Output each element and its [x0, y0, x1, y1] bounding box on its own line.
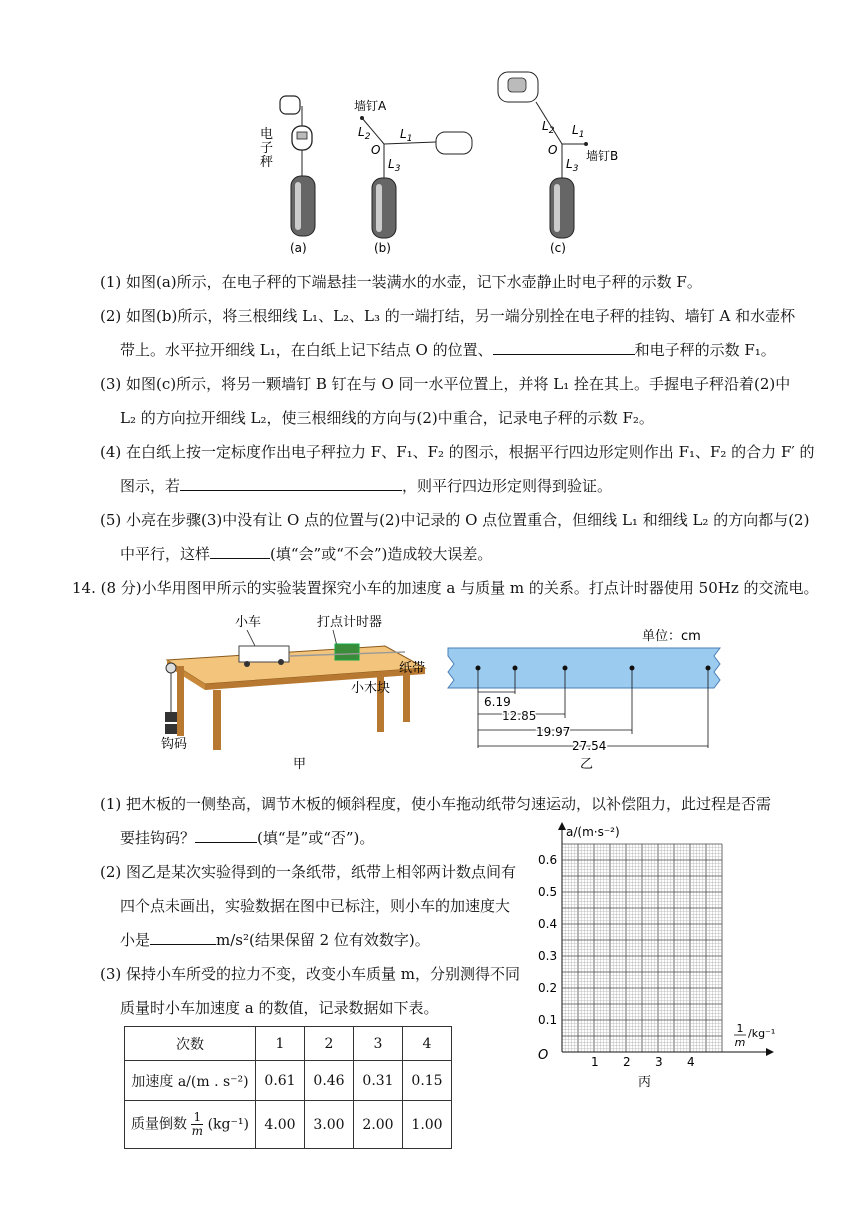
weight-icon [165, 712, 177, 722]
distance-label-4: 27.54 [572, 739, 607, 753]
wall-nail-b-label: 墙钉B [586, 149, 619, 163]
y-tick-label: 0.5 [538, 885, 558, 899]
paper-tape [448, 648, 720, 688]
q14-step-2-line-1: (2) 图乙是某次实验得到的一条纸带，纸带上相邻两计数点间有 [100, 863, 517, 881]
graph-grid [562, 844, 722, 1052]
table-leg [213, 690, 221, 750]
answer-blank[interactable] [493, 340, 635, 355]
y-axis-label: a/(m·s⁻²) [566, 825, 620, 839]
distance-label-3: 19.97 [536, 725, 571, 739]
x-tick-label: 3 [655, 1055, 663, 1069]
q13-step-5-line-1: (5) 小亮在步骤(3)中没有让 O 点的位置与(2)中记录的 O 点位置重合，但细线 L₁ 和细线 L₂ 的方向都与(2) [100, 511, 810, 529]
q13-step-3-line-1: (3) 如图(c)所示，将另一颗墙钉 B 钉在与 O 同一水平位置上，并将 L₁ 拴在其上。手握电子秤沿着(2)中 [100, 375, 791, 393]
graph-axes [558, 822, 774, 1056]
table-cell: 1 [256, 1027, 305, 1061]
answer-blank[interactable] [180, 476, 402, 491]
scale-label-char-1: 电 [260, 127, 274, 142]
origin-label: O [538, 1048, 549, 1063]
knot-o-label-c: O [548, 143, 558, 157]
table-cell: 0.31 [354, 1061, 403, 1101]
figure-c [498, 72, 618, 255]
svg-text:L1: $L_1$ [400, 127, 413, 144]
table-leg [177, 666, 184, 736]
figure-jia-caption: 甲 [293, 757, 307, 772]
table-cell: 2 [305, 1027, 354, 1061]
x-tick-label: 1 [591, 1055, 599, 1069]
answer-blank[interactable] [210, 544, 270, 559]
svg-text:L2: $L_2$ [542, 119, 555, 136]
figure-c-caption: (c) [550, 241, 566, 255]
x-tick-label: 2 [623, 1055, 631, 1069]
q13-step-3-line-2: L₂ 的方向拉开细线 L₂，使三根细线的方向与(2)中重合，记录电子秤的示数 F₂。 [120, 409, 654, 427]
y-tick-label: 0.3 [538, 949, 558, 963]
table-row [125, 1027, 452, 1061]
svg-text:L1: $L_1$ [572, 123, 585, 140]
y-tick-label: 0.6 [538, 853, 558, 867]
table-cell: 4.00 [256, 1101, 305, 1149]
acceleration-graph-bing [530, 820, 800, 1095]
table-row [125, 1061, 452, 1101]
hand-icon [280, 96, 300, 114]
water-bottle-icon [550, 178, 574, 238]
scale-label-char-2: 子 [260, 141, 274, 156]
figure-a-caption: (a) [290, 241, 307, 255]
q14-step-2-line-3: 小是 m/s²(结果保留 2 位有效数字)。 [120, 931, 430, 949]
table-cell: 4 [403, 1027, 452, 1061]
force-experiment-figure [250, 66, 640, 256]
water-bottle-icon [291, 176, 315, 236]
q14-step-1-line-2: 要挂钩码？ (填“是”或“否”)。 [120, 829, 375, 847]
figure-yi-caption: 乙 [580, 757, 594, 772]
pulley-icon [166, 663, 176, 673]
wall-nail-a-label: 墙钉A [354, 99, 387, 113]
table-cell: 0.61 [256, 1061, 305, 1101]
y-tick-label: 0.1 [538, 1013, 558, 1027]
table-cell: 次数 [125, 1027, 256, 1061]
figure-b [354, 98, 472, 255]
q13-step-4-line-2: 图示，若 ，则平行四边形定则得到验证。 [120, 477, 613, 495]
q14-step-3-line-1: (3) 保持小车所受的拉力不变，改变小车质量 m，分别测得不同 [100, 965, 521, 983]
answer-blank[interactable] [195, 828, 257, 843]
distance-label-1: 6.19 [484, 695, 511, 709]
y-tick-label: 0.2 [538, 981, 558, 995]
apparatus-figure-jia [155, 608, 440, 773]
table-cell: 0.15 [403, 1061, 452, 1101]
q14-step-1-line-1: (1) 把木板的一侧垫高，调节木板的倾斜程度，使小车拖动纸带匀速运动，以补偿阻力，此过程是否需 [100, 795, 772, 813]
figure-bing-caption: 丙 [638, 1075, 652, 1090]
table-cell: 加速度 a/(m . s⁻²) [125, 1061, 256, 1101]
q13-step-4-line-1: (4) 在白纸上按一定标度作出电子秤拉力 F、F₁、F₂ 的图示，根据平行四边形定则作出 F₁、F₂ 的合力 F′ 的 [100, 443, 815, 461]
distance-label-2: 12.85 [502, 709, 537, 723]
svg-text:L2: $L_2$ [358, 125, 371, 142]
tape-figure-yi [444, 622, 734, 772]
electronic-scale-icon [436, 132, 472, 154]
car-label: 小车 [235, 615, 262, 630]
x-axis-label-denominator: m [734, 1036, 746, 1049]
unit-label: 单位：cm [642, 629, 701, 644]
table-leg [403, 674, 410, 722]
x-tick-label: 4 [687, 1055, 695, 1069]
y-axis-arrow [558, 822, 566, 830]
x-axis-label-unit: /kg⁻¹ [748, 1027, 776, 1040]
svg-text:L3: $L_3$ [388, 157, 401, 174]
timer-label: 打点计时器 [317, 615, 383, 630]
figure-a [260, 96, 315, 255]
scale-label-char-3: 秤 [260, 155, 274, 170]
tape-label: 纸带 [399, 661, 426, 676]
q13-step-2-line-2: 带上。水平拉开细线 L₁，在白纸上记下结点 O 的位置、 和电子秤的示数 F₁。 [120, 341, 776, 359]
x-axis-label-numerator: 1 [736, 1022, 744, 1035]
data-table [124, 1026, 452, 1149]
timer-icon [335, 644, 359, 660]
answer-blank[interactable] [150, 930, 216, 945]
knot-o-label-b: O [371, 143, 381, 157]
block-label: 小木块 [351, 681, 391, 696]
q13-step-1: (1) 如图(a)所示，在电子秤的下端悬挂一装满水的水壶，记下水壶静止时电子秤的示数 F。 [100, 273, 702, 291]
y-tick-label: 0.4 [538, 917, 558, 931]
svg-text:L3: $L_3$ [566, 157, 579, 174]
table-cell: 3 [354, 1027, 403, 1061]
table-cell: 1.00 [403, 1101, 452, 1149]
q14-step-2-line-2: 四个点未画出，实验数据在图中已标注，则小车的加速度大 [120, 897, 511, 915]
q14-header: 14. (8 分)小华用图甲所示的实验装置探究小车的加速度 a 与质量 m 的关系。打点计时器使用 50Hz 的交流电。 [72, 579, 819, 597]
table-row [125, 1101, 452, 1149]
table-cell: 质量倒数 $\frac{1}{m}$ (kg⁻¹) [125, 1101, 256, 1149]
weight-label: 钩码 [161, 737, 188, 752]
table-cell: 2.00 [354, 1101, 403, 1149]
table-cell: 3.00 [305, 1101, 354, 1149]
q13-step-5-line-2: 中平行，这样 (填“会”或“不会”)造成较大误差。 [120, 545, 493, 563]
q13-step-2-line-1: (2) 如图(b)所示，将三根细线 L₁、L₂、L₃ 的一端打结，另一端分别拴在电子秤的挂钩、墙钉 A 和水壶杯 [100, 307, 796, 325]
table-cell: 0.46 [305, 1061, 354, 1101]
q14-step-3-line-2: 质量时小车加速度 a 的数值，记录数据如下表。 [120, 999, 439, 1017]
water-bottle-icon [372, 178, 396, 238]
x-axis-arrow [766, 1048, 774, 1056]
figure-b-caption: (b) [374, 241, 391, 255]
